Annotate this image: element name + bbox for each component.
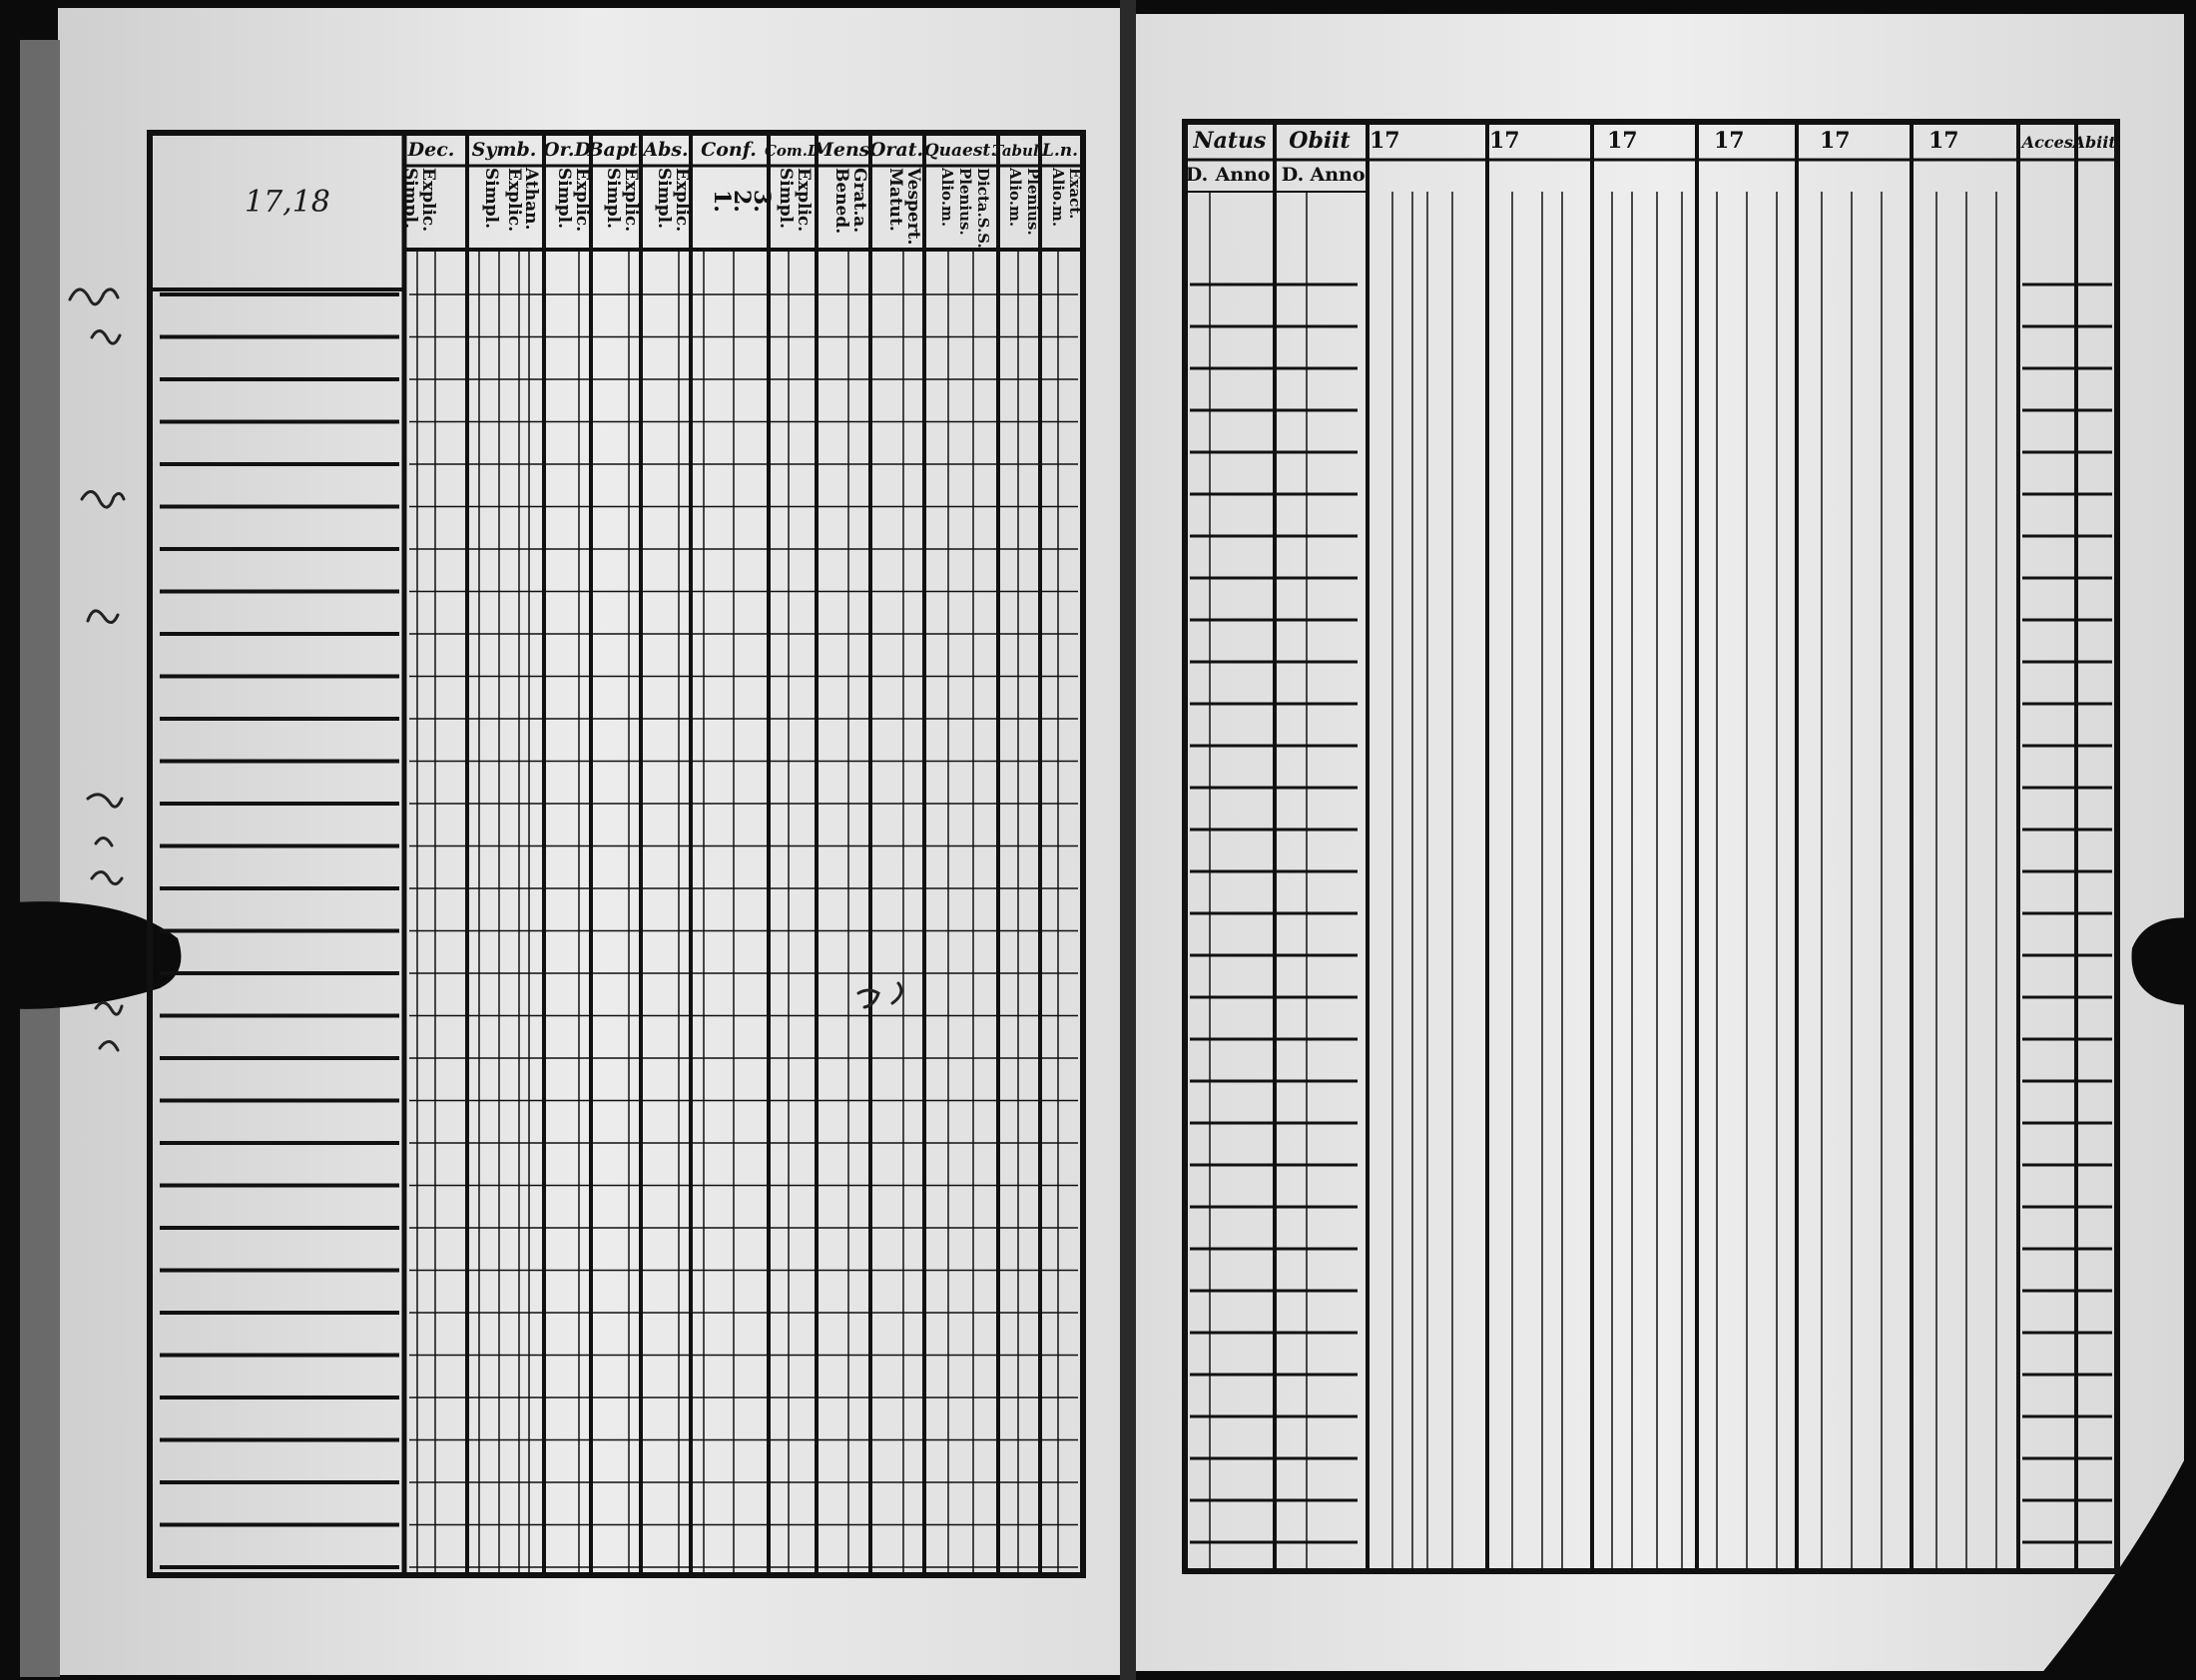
col-header-symb: Symb. [471, 139, 537, 161]
col-header-bapt: Bapt. [587, 139, 645, 161]
year-col-2: 17 [1489, 128, 1520, 154]
sub-ord-1: Explic. [572, 168, 592, 233]
sub-conf-3: 1. [709, 190, 735, 213]
natus-year: Anno [1215, 164, 1271, 186]
sub-conf-2: 2. [729, 190, 755, 213]
obiit-year: Anno [1310, 164, 1366, 186]
sub-symb-2: Explic. [504, 168, 524, 233]
col-header-obiit: Obiit [1289, 128, 1351, 154]
col-header-dec: Dec. [407, 139, 455, 161]
natus-day: D. [1185, 164, 1209, 186]
year-col-3: 17 [1607, 128, 1638, 154]
sub-conf-1: 3. [749, 190, 775, 213]
col-header-natus: Natus [1193, 128, 1267, 154]
sub-tabul-2: Alio.m. [1006, 168, 1024, 228]
sub-ord-2: Simpl. [554, 168, 574, 229]
right-page [1134, 14, 2184, 1671]
obiit-day: D. [1281, 164, 1305, 186]
book-gutter [1120, 0, 1136, 1680]
sub-dec-2: Simpl. [400, 168, 420, 229]
year-col-1: 17 [1370, 128, 1400, 154]
col-header-quaest: Quaest. [923, 141, 997, 161]
col-header-abs: Abs. [643, 139, 689, 161]
left-header-row [407, 139, 1078, 161]
col-header-ln: L.n. [1041, 141, 1079, 161]
col-header-ord: Or.D [543, 139, 591, 161]
col-header-conf: Conf. [701, 139, 757, 161]
sub-abs-1: Explic. [672, 168, 692, 233]
sub-dec-1: Explic. [418, 168, 438, 233]
sub-abs-2: Simpl. [654, 168, 674, 229]
page-edges [20, 40, 60, 1677]
sub-bapt-1: Explic. [621, 168, 641, 233]
col-header-accessit: Acces. [2021, 133, 2079, 152]
sub-orat-2: Matut. [885, 168, 905, 232]
sub-tabul-1: Plenius. [1024, 168, 1042, 236]
col-header-orat: Orat. [868, 139, 924, 161]
col-header-tabul: Tabul. [992, 142, 1044, 160]
sub-symb-3: Simpl. [481, 168, 501, 229]
year-col-4: 17 [1714, 128, 1745, 154]
year-note: 17,18 [245, 185, 330, 220]
sub-bapt-2: Simpl. [603, 168, 623, 229]
col-header-abiit: Abiit. [2072, 133, 2122, 152]
sub-symb-1: Athan. [521, 168, 541, 231]
sub-ln-2: Alio.m. [1049, 168, 1067, 228]
year-col-5: 17 [1820, 128, 1851, 154]
year-col-6: 17 [1928, 128, 1959, 154]
sub-comd-2: Simpl. [776, 168, 796, 229]
sub-quaest-2: Plenius. [956, 168, 974, 236]
sub-quaest-3: Alio.m. [938, 168, 956, 228]
col-header-mens: Mens. [812, 139, 877, 161]
sub-quaest-1: Dicta.S.S. [974, 168, 992, 249]
sub-orat-1: Vespert. [903, 168, 923, 246]
sub-mens-1: Grat.a. [849, 168, 869, 234]
sub-comd-1: Explic. [794, 168, 814, 233]
sub-ln-1: Exact. [1066, 168, 1084, 220]
col-header-comd: Com.D [764, 142, 822, 160]
sub-mens-2: Bened. [831, 168, 851, 235]
